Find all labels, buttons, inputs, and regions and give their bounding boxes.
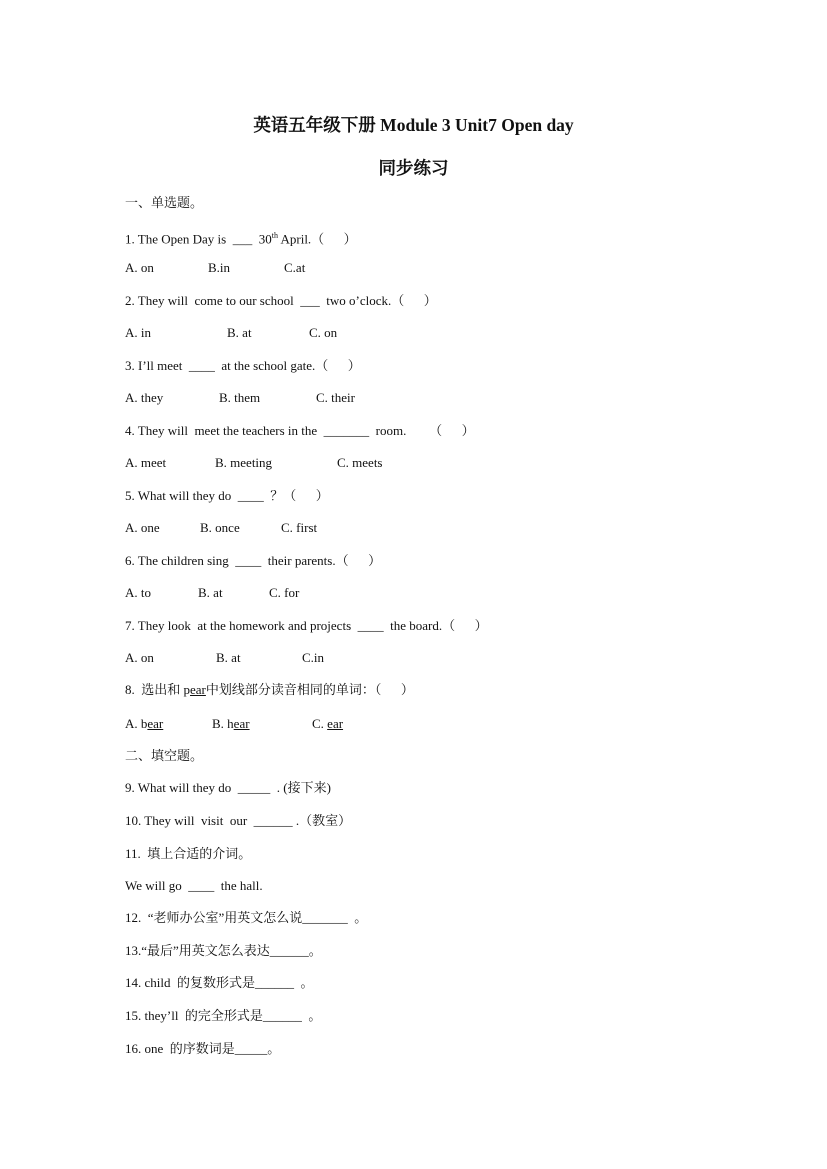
question-8 [125,682,414,698]
q5-option-c: C. first [281,520,318,535]
page-subtitle: 同步练习 [378,158,449,178]
question-6: 6. The children sing ____ their parents.（ ） [125,553,382,568]
q7-option-c: C.in [302,650,325,665]
q7-option-b: B. at [216,650,241,665]
question-3: 3. I’ll meet ____ at the school gate.（ ） [125,358,361,373]
question-14: 14. child 的复数形式是______ 。 [125,975,314,990]
q2-option-b: B. at [227,325,252,340]
q8-option-b-prefix: B. h [212,716,234,731]
q8-option-c [312,716,343,732]
q4-option-a: A. meet [125,455,167,470]
q3-option-c: C. their [316,390,355,405]
question-16: 16. one 的序数词是_____。 [125,1041,281,1056]
question-11-sentence: We will go ____ the hall. [125,878,263,893]
q8-option-a-prefix: A. b [125,716,148,731]
q5-option-b: B. once [200,520,240,535]
q5-option-a: A. one [125,520,160,535]
q2-option-a: A. in [125,325,151,340]
page-title: 英语五年级下册 Module 3 Unit7 Open day [253,115,574,135]
q6-option-c: C. for [269,585,300,600]
q6-option-b: B. at [198,585,223,600]
q2-option-c: C. on [309,325,338,340]
question-12: 12. “老师办公室”用英文怎么说_______ 。 [125,910,368,925]
question-8-word-underlined: ear [190,682,206,697]
q4-option-b: B. meeting [215,455,273,470]
question-8-pre: 8. 选出和 [125,682,184,697]
question-4: 4. They will meet the teachers in the _______ room. （ ） [125,423,475,438]
question-2: 2. They will come to our school ___ two o’clock.（ ） [125,293,437,308]
q8-option-c-underlined: ear [327,716,344,731]
question-13: 13.“最后”用英文怎么表达______。 [125,943,322,958]
question-8-post: 中划线部分读音相同的单词：（ ） [205,682,414,697]
question-11: 11. 填上合适的介词。 [125,846,252,861]
q1-option-b: B.in [208,260,231,275]
q8-option-b [212,716,250,732]
q8-option-b-underlined: ear [233,716,250,731]
question-1-text-a: 1. The Open Day is ___ 30 [125,231,272,247]
question-9: 9. What will they do _____ . (接下来) [125,780,331,795]
q4-option-c: C. meets [337,455,383,470]
q3-option-b: B. them [219,390,261,405]
question-1 [125,228,357,247]
question-10: 10. They will visit our ______ .（教室） [125,813,352,828]
question-1-text-b: April.（ ） [277,231,357,247]
question-1-sup: th [271,231,278,240]
q8-option-c-prefix: C. [312,716,328,731]
q7-option-a: A. on [125,650,154,665]
question-15: 15. they’ll 的完全形式是______ 。 [125,1008,322,1023]
q8-option-a [125,716,163,732]
q3-option-a: A. they [125,390,164,405]
q1-option-c: C.at [284,260,306,275]
q8-option-a-underlined: ear [147,716,164,731]
question-7: 7. They look at the homework and projects ____ the board.（ ） [125,618,488,633]
question-5: 5. What will they do ____ ？（ ） [125,488,329,503]
section-heading-one: 一、单选题。 [125,195,204,210]
section-heading-two: 二、填空题。 [125,748,204,763]
q6-option-a: A. to [125,585,151,600]
question-8-word-start: p [183,682,191,697]
q1-option-a: A. on [125,260,154,275]
